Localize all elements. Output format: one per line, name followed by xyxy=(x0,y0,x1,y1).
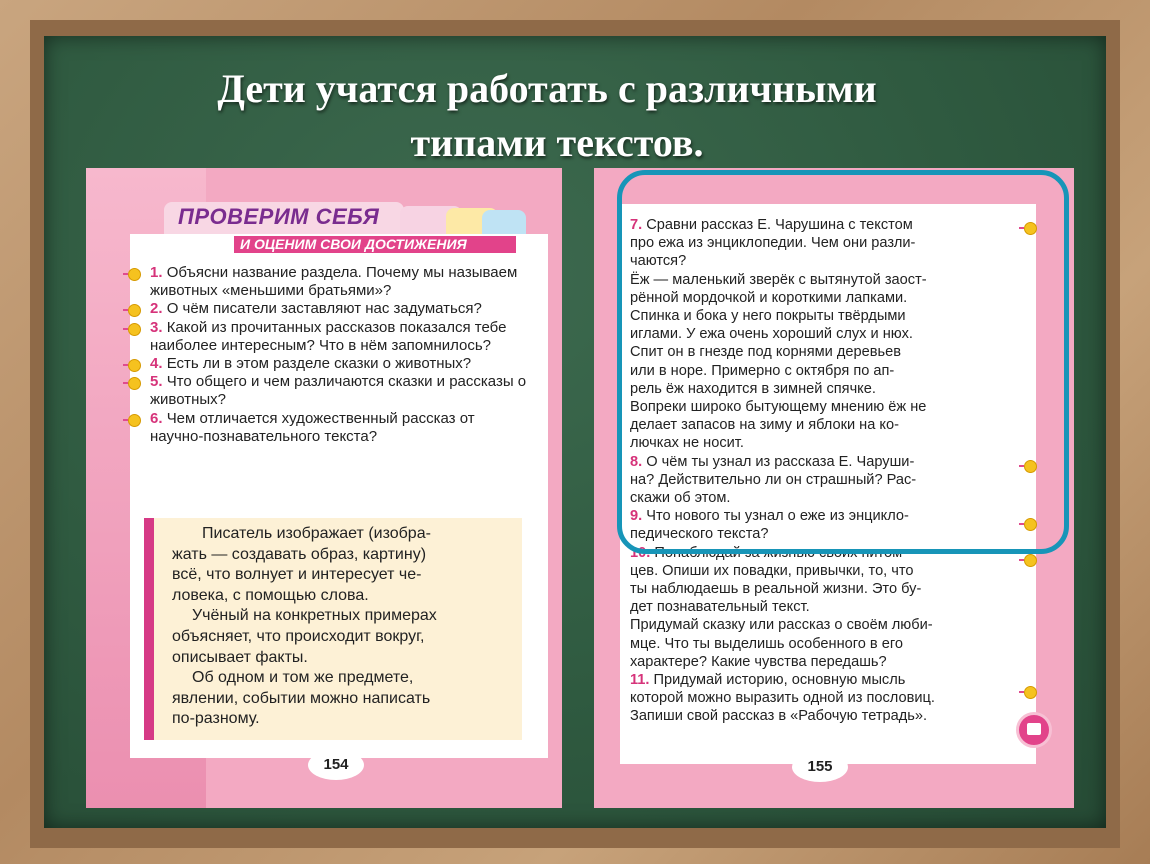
bullet-icon xyxy=(1024,686,1037,699)
task-number: 7. xyxy=(630,217,643,233)
text-line xyxy=(630,653,1008,671)
workbook-icon xyxy=(1016,712,1052,748)
line-text: которой можно выразить одной из пословиц. xyxy=(630,690,935,707)
line-text: мце. Что ты выделишь особенного в его xyxy=(630,635,903,652)
question-item xyxy=(150,410,530,446)
line-text: рённой мордочкой и короткими лапками. xyxy=(630,289,908,306)
question-item xyxy=(150,319,530,355)
bullet-icon xyxy=(128,414,141,427)
question-number: 1. xyxy=(150,264,163,281)
line-text: педического текста? xyxy=(630,526,769,543)
question-text: Объясни название раздела. Почему мы называем животных «меньшими братьями»? xyxy=(150,264,518,300)
note-line: Учёный на конкретных примерах xyxy=(192,607,437,625)
line-text: лючках не носит. xyxy=(630,435,744,452)
line-text: на? Действительно ли он страшный? Рас- xyxy=(630,471,917,488)
task-number: 8. xyxy=(630,453,643,470)
line-text: ты наблюдаешь в реальной жизни. Это бу- xyxy=(630,581,922,598)
question-number: 4. xyxy=(150,355,163,373)
line-text: О чём ты узнал из рассказа Е. Чаруши- xyxy=(646,453,915,470)
note-line: ловека, с помощью слова. xyxy=(172,586,369,604)
page-number: 155 xyxy=(792,752,848,782)
line-text: Спит он в гнезде под корнями деревьев xyxy=(630,344,901,361)
line-text: характере? Какие чувства передашь? xyxy=(630,653,887,670)
task-number: 9. xyxy=(630,508,643,525)
line-text: Ёж — маленький зверёк с вытянутой заост- xyxy=(630,271,927,288)
note-line: жать — создавать образ, картину) xyxy=(172,545,427,563)
text-line xyxy=(630,616,1008,634)
question-text: Какой из прочитанных рассказов показался тебе наиболее интересным? Что в нём запомнилось? xyxy=(150,318,507,354)
bullet-icon xyxy=(128,323,141,336)
question-text: Есть ли в этом разделе сказки о животных? xyxy=(166,355,472,373)
bullet-icon xyxy=(1024,554,1037,567)
line-text: рель ёж находится в зимней спячке. xyxy=(630,380,876,397)
line-text: Придумай сказку или рассказ о своём люби- xyxy=(630,617,933,634)
text-line xyxy=(630,689,1008,707)
textbook-page-left xyxy=(86,168,562,808)
line-text: Вопреки широко бытующему мнению ёж не xyxy=(630,399,927,416)
text-line xyxy=(630,598,1008,616)
line-text: делает запасов на зиму и яблоки на ко- xyxy=(630,417,899,434)
note-line: Писатель изображает (изобра- xyxy=(202,525,431,542)
line-text: Что нового ты узнал о еже из энцикло- xyxy=(646,508,909,525)
slide-title xyxy=(0,62,1094,170)
question-item xyxy=(150,264,530,300)
question-number: 6. xyxy=(150,409,163,427)
question-number: 5. xyxy=(150,373,163,391)
text-line xyxy=(630,635,1008,653)
text-line xyxy=(630,671,1008,689)
bullet-icon xyxy=(128,268,141,281)
page-number: 154 xyxy=(308,750,364,780)
question-list xyxy=(150,264,530,446)
task-number: 10. xyxy=(630,544,651,561)
section-subtitle: И ОЦЕНИМ СВОИ ДОСТИЖЕНИЯ xyxy=(234,236,516,253)
question-number: 2. xyxy=(150,300,163,318)
line-text: дет познавательный текст. xyxy=(630,599,810,616)
question-item xyxy=(150,373,530,409)
text-line xyxy=(630,707,1008,725)
line-text: иглами. У ежа очень хороший слух и нюх. xyxy=(630,326,913,343)
question-text: Что общего и чем различаются сказки и рассказы о животных? xyxy=(150,373,527,409)
section-title: ПРОВЕРИМ СЕБЯ xyxy=(178,204,380,229)
line-text: скажи об этом. xyxy=(630,490,731,507)
question-number: 3. xyxy=(150,318,163,336)
line-text: про ежа из энциклопедии. Чем они разли- xyxy=(630,235,916,252)
highlight-frame xyxy=(617,170,1069,554)
definition-note xyxy=(144,518,522,740)
line-text: Спинка и бока у него покрыты твёрдыми xyxy=(630,308,906,325)
line-text: Сравни рассказ Е. Чарушина с текстом xyxy=(646,217,913,233)
note-line: явлении, событии можно написать xyxy=(172,689,431,707)
question-text: О чём писатели заставляют нас задуматься? xyxy=(166,300,482,318)
line-text: цев. Опиши их повадки, привычки, то, что xyxy=(630,562,914,579)
task-number: 11. xyxy=(630,672,650,689)
note-line: объясняет, что происходит вокруг, xyxy=(172,627,425,645)
line-text: Придумай историю, основную мысль xyxy=(653,672,906,689)
slide-title-line1: Дети учатся работать с различными xyxy=(217,66,877,111)
question-item xyxy=(150,355,530,373)
line-text: Понаблюдай за жизнью своих питом- xyxy=(654,544,908,561)
bullet-icon xyxy=(128,359,141,372)
text-line xyxy=(630,562,1008,580)
note-line: всё, что волнует и интересует че- xyxy=(172,566,422,584)
line-text: или в норе. Примерно с октября по ап- xyxy=(630,362,895,379)
note-line: описывает факты. xyxy=(172,648,308,666)
text-line xyxy=(630,580,1008,598)
note-line: Об одном и том же предмете, xyxy=(192,669,414,687)
note-line: по-разному. xyxy=(172,710,260,728)
question-text: Чем отличается художественный рассказ от научно-познавательного текста? xyxy=(150,409,475,445)
line-text: Запиши свой рассказ в «Рабочую тетрадь». xyxy=(630,708,928,725)
slide-title-line2: типами текстов. xyxy=(410,120,704,165)
note-stripe xyxy=(144,518,154,740)
note-text xyxy=(172,524,518,730)
question-item xyxy=(150,300,530,318)
line-text: чаются? xyxy=(630,253,687,270)
